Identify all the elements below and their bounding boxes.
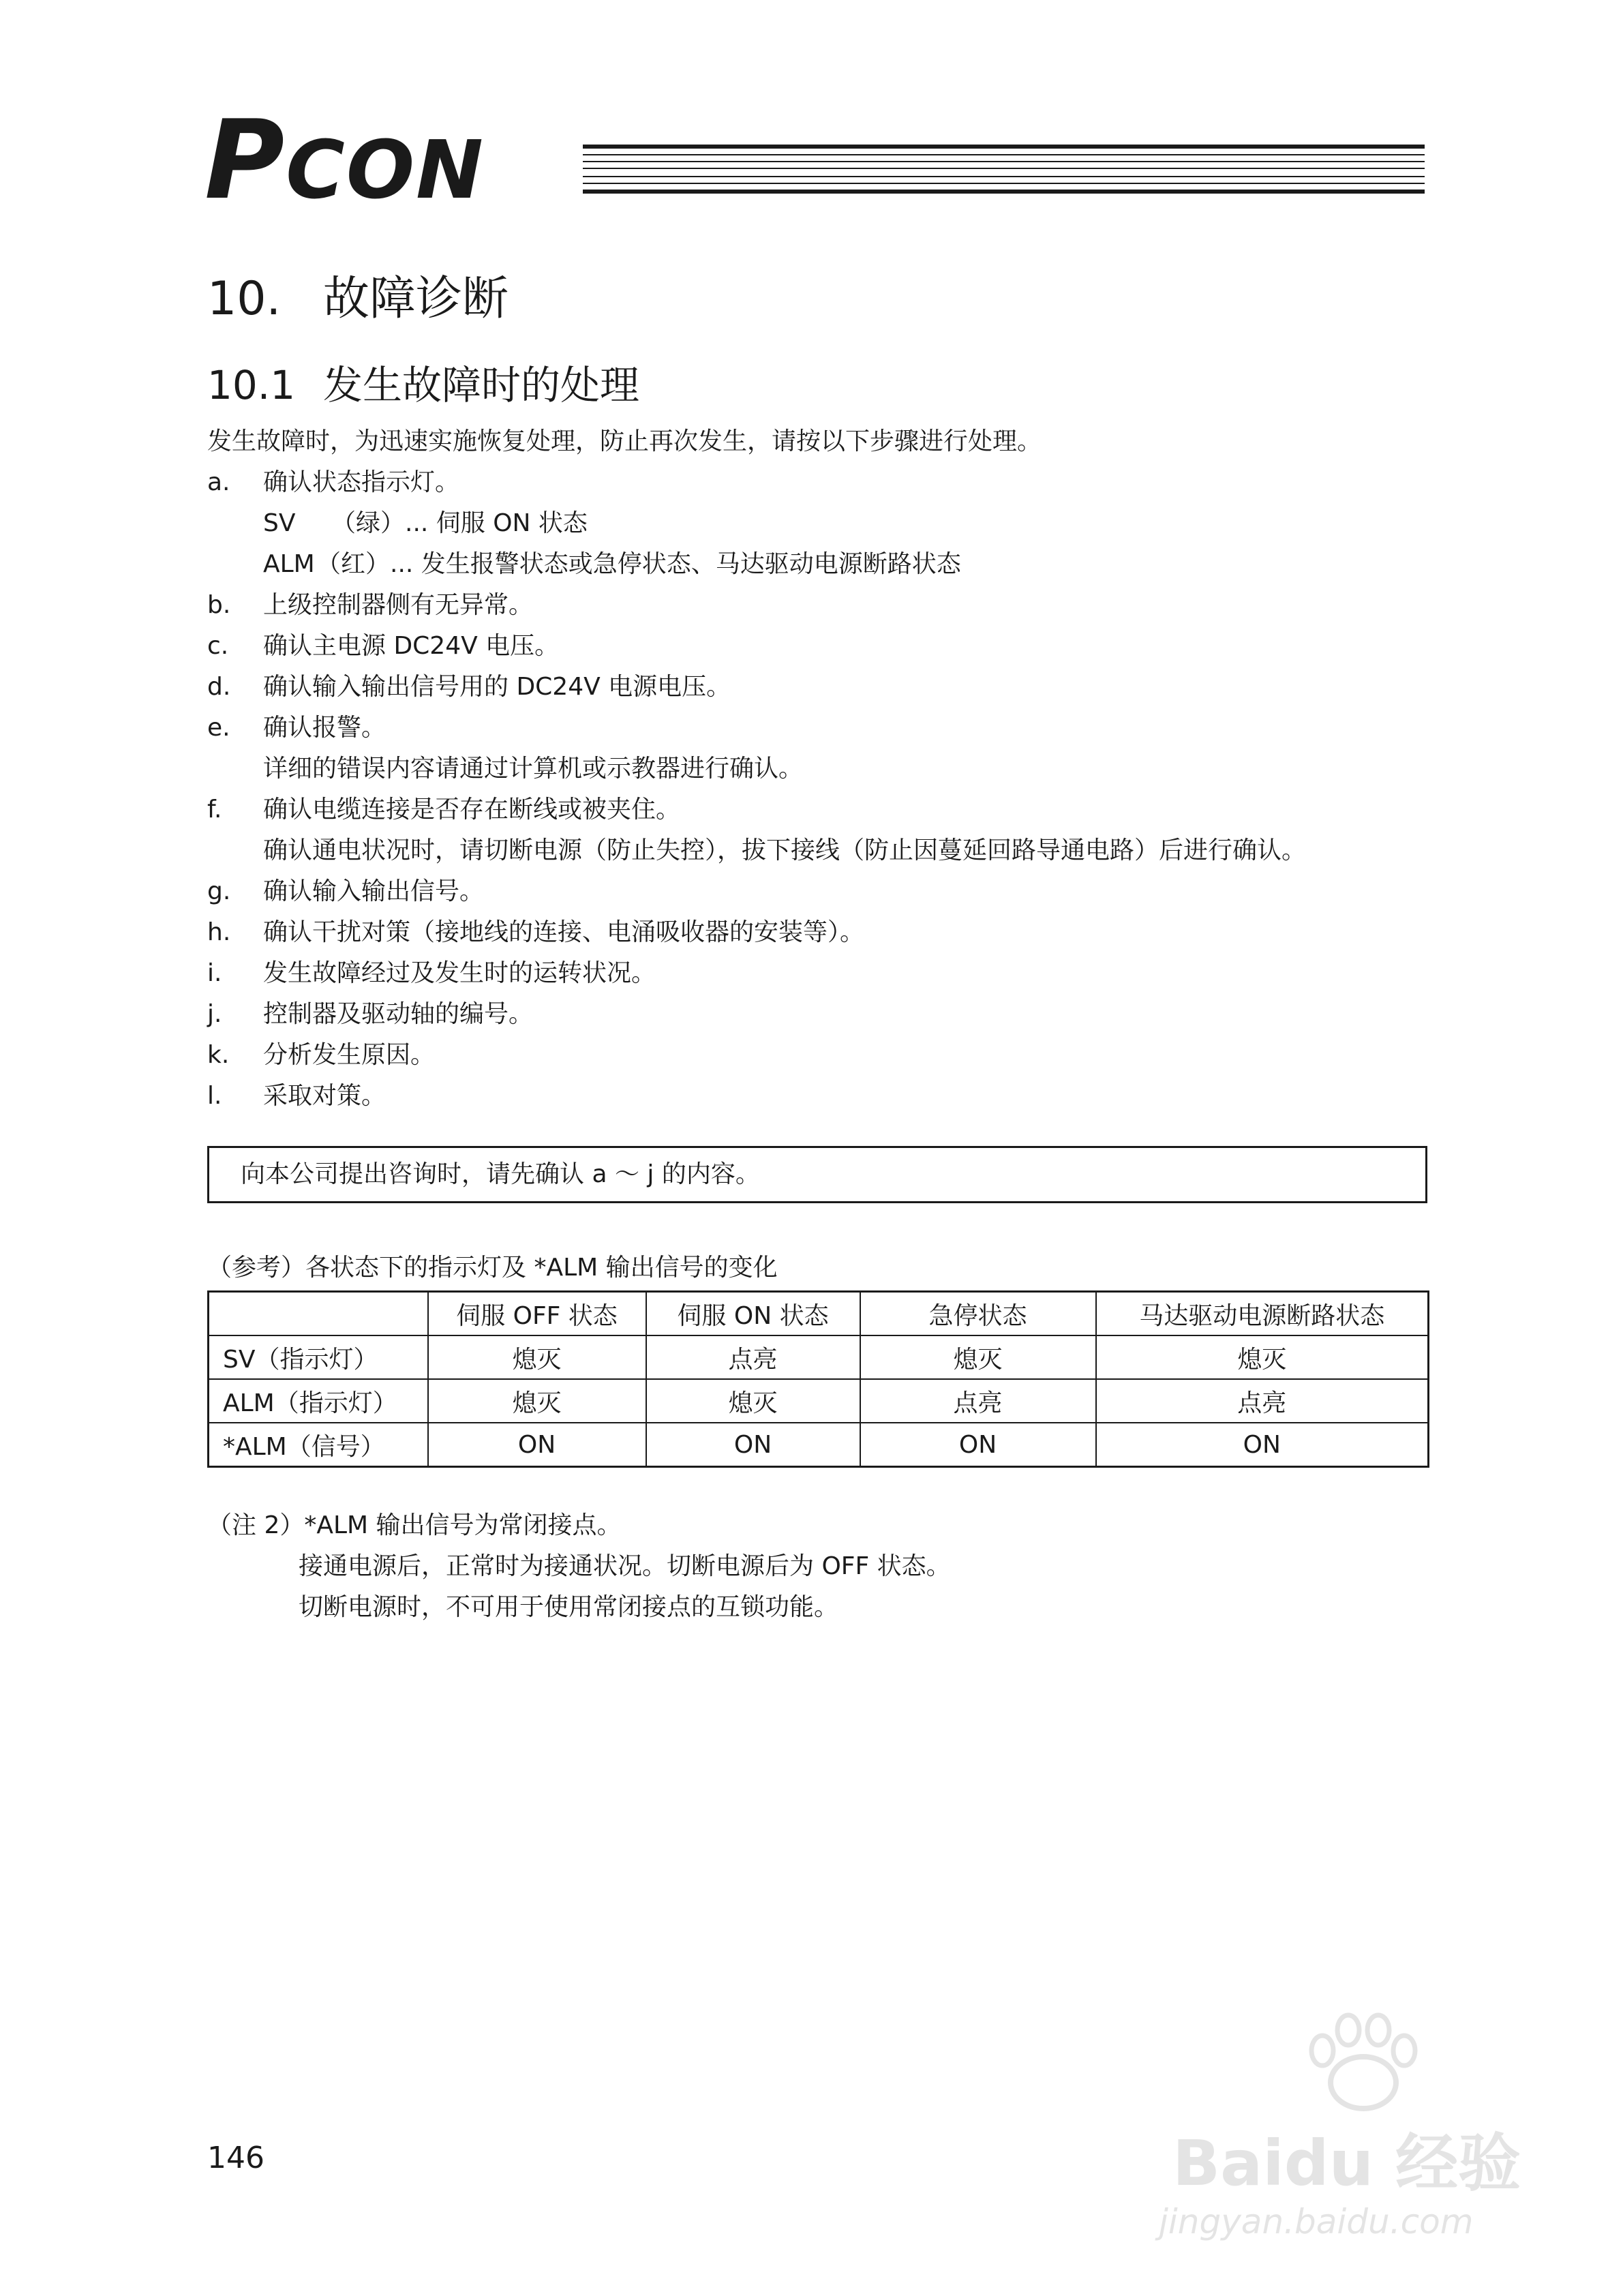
- pcon-logo: [204, 96, 586, 224]
- step-label: l.: [207, 1082, 222, 1110]
- step-label: b.: [207, 591, 231, 619]
- logo-letters-con: CON: [286, 123, 485, 217]
- step-f: [207, 789, 1434, 871]
- section-title-text: 发生故障时的处理: [323, 362, 640, 408]
- table-header-cell: [209, 1292, 428, 1336]
- step-a-alm: [263, 544, 1434, 585]
- paw-icon: [1295, 2011, 1431, 2113]
- table-cell: 熄灭: [646, 1379, 860, 1423]
- note-line: 切断电源时，不可用于使用常闭接点的互锁功能。: [299, 1593, 839, 1621]
- step-text: 确认报警。: [263, 714, 386, 742]
- table-cell: 熄灭: [1096, 1335, 1429, 1379]
- table-row: [209, 1423, 1429, 1467]
- chapter-number: 10.: [207, 272, 282, 326]
- step-c: [207, 626, 1434, 667]
- step-text: 控制器及驱动轴的编号。: [263, 1000, 534, 1028]
- table-header-cell: 急停状态: [860, 1292, 1096, 1336]
- step-label: j.: [207, 1000, 222, 1028]
- row-header-cell: *ALM（信号）: [209, 1423, 428, 1467]
- step-text: 分析发生原因。: [263, 1041, 436, 1069]
- step-text: 确认电缆连接是否存在断线或被夹住。: [263, 796, 681, 824]
- logo-letter-p: P: [204, 96, 286, 224]
- header-rule: [583, 145, 1425, 196]
- step-text: 确认输入输出信号。: [263, 877, 485, 905]
- step-label: g.: [207, 877, 231, 905]
- reference-caption: （参考）各状态下的指示灯及 *ALM 输出信号的变化: [207, 1254, 778, 1282]
- baidu-watermark: [1145, 2011, 1554, 2241]
- step-label: c.: [207, 632, 229, 660]
- step-text: 确认干扰对策（接地线的连接、电涌吸收器的安装等）。: [263, 918, 865, 946]
- watermark-brand: Baidu 经验: [1172, 2127, 1521, 2200]
- alm-desc: （红）... 发生报警状态或急停状态、马达驱动电源断路状态: [316, 550, 961, 578]
- inquiry-note-box: 向本公司提出咨询时，请先确认 a 〜 j 的内容。: [207, 1146, 1427, 1203]
- sv-key: SV: [263, 509, 296, 537]
- step-label: f.: [207, 796, 222, 824]
- step-b: [207, 585, 1434, 626]
- step-h: [207, 912, 1434, 953]
- note-line: 接通电源后，正常时为接通状况。切断电源后为 OFF 状态。: [299, 1552, 951, 1580]
- step-text: 上级控制器侧有无异常。: [263, 591, 534, 619]
- table-cell: 熄灭: [428, 1335, 646, 1379]
- table-cell: 点亮: [860, 1379, 1096, 1423]
- step-label: i.: [207, 959, 222, 987]
- step-text: 确认输入输出信号用的 DC24V 电源电压。: [263, 673, 731, 701]
- watermark-url: jingyan.baidu.com: [1159, 2202, 1474, 2241]
- table-row: [209, 1379, 1429, 1423]
- table-header-cell: 马达驱动电源断路状态: [1096, 1292, 1429, 1336]
- table-cell: 熄灭: [860, 1335, 1096, 1379]
- step-text: 确认状态指示灯。: [263, 468, 460, 496]
- row-header-cell: ALM（指示灯）: [209, 1379, 428, 1423]
- table-cell: 点亮: [1096, 1379, 1429, 1423]
- step-label: k.: [207, 1041, 230, 1069]
- step-j: [207, 994, 1434, 1035]
- step-a: [207, 462, 1434, 585]
- alm-key: ALM: [263, 550, 315, 578]
- step-g: [207, 871, 1434, 912]
- section-number: 10.1: [207, 362, 296, 408]
- note-line: （注 2）*ALM 输出信号为常闭接点。: [207, 1511, 622, 1539]
- row-header-cell: SV（指示灯）: [209, 1335, 428, 1379]
- status-table: [207, 1290, 1429, 1468]
- section-title: [207, 353, 639, 410]
- step-label: d.: [207, 673, 231, 701]
- step-text: 确认主电源 DC24V 电压。: [263, 632, 560, 660]
- sv-desc: （绿）... 伺服 ON 状态: [331, 509, 588, 537]
- chapter-title-text: 故障诊断: [323, 272, 509, 326]
- table-cell: ON: [428, 1423, 646, 1467]
- step-label: h.: [207, 918, 231, 946]
- table-header-cell: 伺服 ON 状态: [646, 1292, 860, 1336]
- intro-paragraph: 发生故障时，为迅速实施恢复处理，防止再次发生，请按以下步骤进行处理。: [207, 427, 1042, 455]
- table-header-row: [209, 1292, 1429, 1336]
- table-cell: ON: [860, 1423, 1096, 1467]
- step-i: [207, 953, 1434, 994]
- table-cell: 点亮: [646, 1335, 860, 1379]
- step-text: 发生故障经过及发生时的运转状况。: [263, 959, 656, 987]
- step-list: [207, 462, 1434, 1117]
- step-text: 采取对策。: [263, 1082, 386, 1110]
- table-row: [209, 1335, 1429, 1379]
- step-d: [207, 667, 1434, 708]
- step-label: a.: [207, 468, 230, 496]
- step-k: [207, 1035, 1434, 1076]
- chapter-title: [207, 262, 509, 328]
- step-extra: 详细的错误内容请通过计算机或示教器进行确认。: [263, 755, 804, 783]
- step-a-sv: [263, 503, 1434, 544]
- step-l: [207, 1076, 1434, 1117]
- table-cell: ON: [646, 1423, 860, 1467]
- table-cell: ON: [1096, 1423, 1429, 1467]
- step-extra: 确认通电状况时，请切断电源（防止失控），拔下接线（防止因蔓延回路导通电路）后进行确认。: [263, 836, 1307, 864]
- step-e: [207, 708, 1434, 789]
- step-label: e.: [207, 714, 230, 742]
- notes: [207, 1505, 951, 1628]
- table-cell: 熄灭: [428, 1379, 646, 1423]
- table-header-cell: 伺服 OFF 状态: [428, 1292, 646, 1336]
- page-number: 146: [207, 2141, 264, 2175]
